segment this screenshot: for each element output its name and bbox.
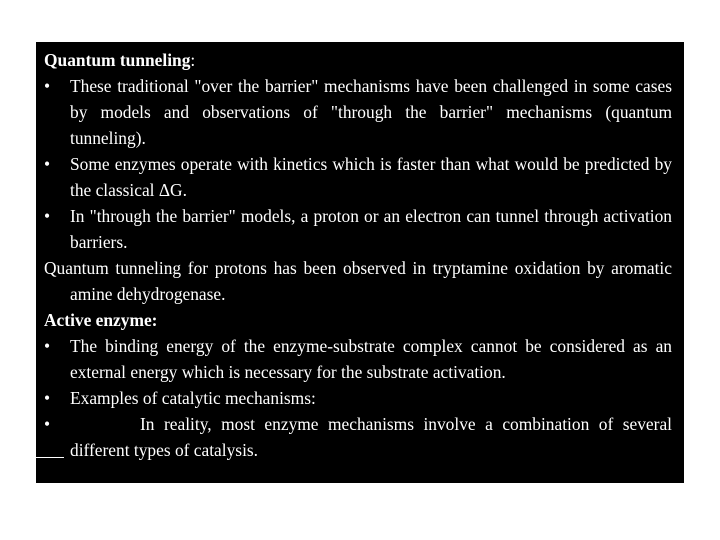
quantum-heading-line <box>44 47 672 73</box>
quantum-note-text: Quantum tunneling for protons has been observed in tryptamine oxidation by aromatic amine dehydrogenase. <box>44 258 672 304</box>
quantum-bullet-3 <box>44 203 672 255</box>
quantum-bullet-1-text: These traditional "over the barrier" mechanisms have been challenged in some cases by models and observations of "through the barrier" mechanisms (quantum tunneling). <box>70 76 672 148</box>
divider-rule <box>36 457 64 458</box>
active-bullet-1-text: The binding energy of the enzyme-substrate complex cannot be considered as an external energy which is necessary for the substrate activation. <box>70 336 672 382</box>
slide-content-box <box>36 42 684 483</box>
bullet-marker: • <box>44 336 51 356</box>
quantum-bullet-2 <box>44 151 672 203</box>
bullet-marker: • <box>44 414 51 434</box>
active-bullet-2-text: Examples of catalytic mechanisms: <box>70 388 316 408</box>
bullet-marker: • <box>44 76 51 96</box>
active-bullet-1 <box>44 333 672 385</box>
quantum-heading: Quantum tunneling <box>44 50 191 70</box>
active-enzyme-heading-line <box>44 307 672 333</box>
quantum-heading-colon: : <box>190 50 196 70</box>
active-bullet-3 <box>44 411 672 463</box>
quantum-bullet-1 <box>44 73 672 151</box>
bullet-marker: • <box>44 206 51 226</box>
bullet-marker: • <box>44 154 51 174</box>
quantum-bullet-3-text: In "through the barrier" models, a proton or an electron can tunnel through activation barriers. <box>70 206 672 252</box>
active-enzyme-heading: Active enzyme: <box>44 310 158 330</box>
active-bullet-3-text: In reality, most enzyme mechanisms involve a combination of several different types of catalysis. <box>70 414 672 460</box>
active-bullet-2 <box>44 385 672 411</box>
quantum-bullet-2-text: Some enzymes operate with kinetics which is faster than what would be predicted by the classical ΔG. <box>70 154 672 200</box>
quantum-note <box>44 255 672 307</box>
bullet-marker: • <box>44 388 51 408</box>
